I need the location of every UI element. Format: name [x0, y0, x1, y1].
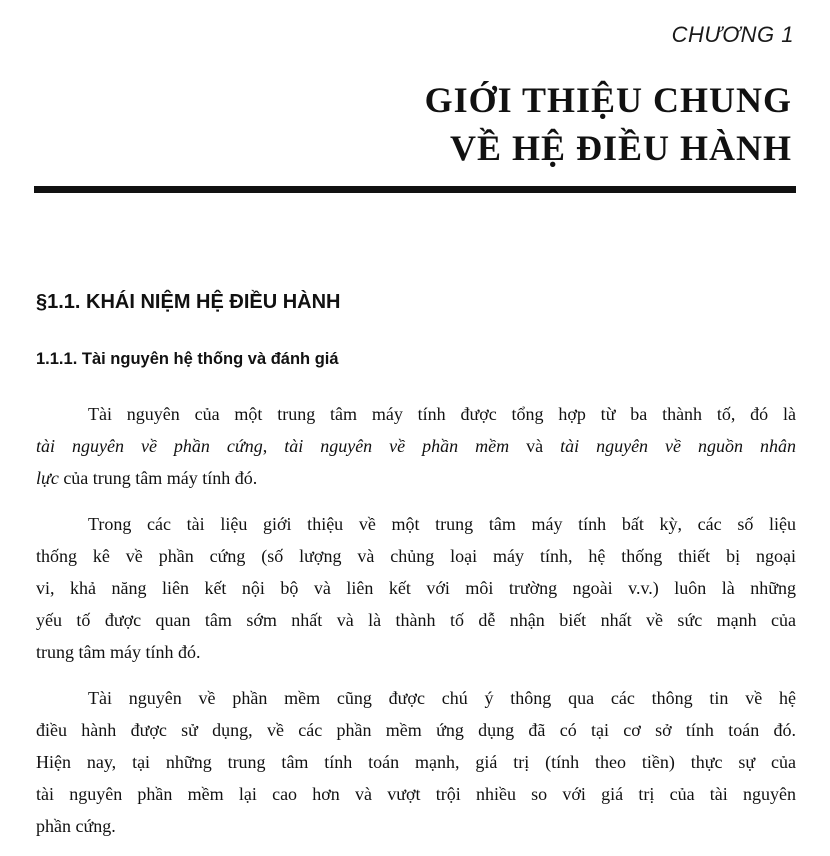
- subsection-heading: 1.1.1. Tài nguyên hệ thống và đánh giá: [36, 350, 339, 368]
- chapter-label: CHƯƠNG 1: [671, 22, 794, 47]
- body-text: [36, 398, 796, 856]
- paragraph-3: [36, 682, 796, 842]
- paragraph-line: Trong các tài liệu giới thiệu về một trung tâm máy tính bất kỳ, các số liệu: [88, 514, 796, 534]
- paragraph-line: Tài nguyên về phần mềm cũng được chú ý thông qua các thông tin về hệ: [88, 688, 796, 708]
- chapter-title: [425, 76, 792, 172]
- paragraph-line: trung tâm máy tính đó.: [36, 642, 201, 662]
- paragraph-line: điều hành được sử dụng, về các phần mềm ứng dụng đã có tại cơ sở tính toán đó.: [36, 720, 796, 740]
- paragraph-line: vi, khả năng liên kết nội bộ và liên kết với môi trường ngoài v.v.) luôn là những: [36, 578, 796, 598]
- italic-term: lực: [36, 468, 59, 488]
- paragraph-line: Tài nguyên của một trung tâm máy tính được tổng hợp từ ba thành tố, đó là: [88, 404, 796, 424]
- paragraph-line: [36, 430, 796, 462]
- section-heading: §1.1. KHÁI NIỆM HỆ ĐIỀU HÀNH: [36, 291, 341, 313]
- paragraph-1: [36, 398, 796, 494]
- paragraph-line: phần cứng.: [36, 816, 116, 836]
- paragraph-line: Hiện nay, tại những trung tâm tính toán mạnh, giá trị (tính theo tiền) thực sự của: [36, 752, 796, 772]
- text-run: ,: [262, 436, 285, 456]
- paragraph-line: [36, 462, 796, 494]
- chapter-title-line-1: GIỚI THIỆU CHUNG: [424, 80, 792, 120]
- title-divider: [34, 186, 796, 193]
- chapter-title-line-2: VỀ HỆ ĐIỀU HÀNH: [449, 128, 792, 168]
- italic-term: tài nguyên về nguồn nhân: [560, 436, 797, 456]
- italic-term: tài nguyên về phần mềm: [284, 436, 510, 456]
- text-run: và: [509, 436, 561, 456]
- paragraph-line: thống kê về phần cứng (số lượng và chủng loại máy tính, hệ thống thiết bị ngoại: [36, 546, 796, 566]
- paragraph-line: yếu tố được quan tâm sớm nhất và là thành tố dễ nhận biết nhất về sức mạnh của: [36, 610, 796, 630]
- text-run: của trung tâm máy tính đó.: [58, 468, 258, 488]
- paragraph-line: tài nguyên phần mềm lại cao hơn và vượt trội nhiều so với giá trị của tài nguyên: [36, 784, 796, 804]
- italic-term: tài nguyên về phần cứng: [36, 436, 263, 456]
- paragraph-2: [36, 508, 796, 668]
